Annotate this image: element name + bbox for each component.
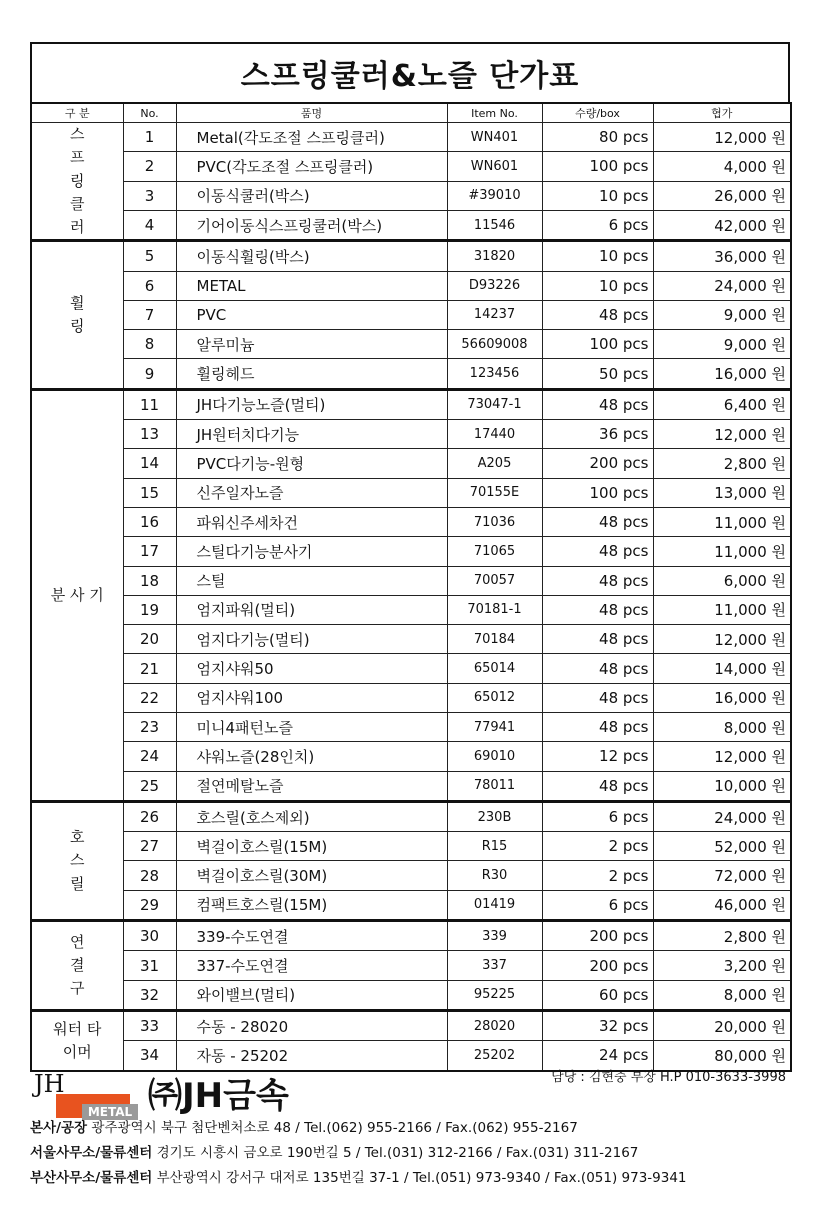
cell-price: 2,800 원 [653,449,791,478]
table-row [31,861,791,890]
cell-price: 12,000 원 [653,742,791,771]
cell-item: 339 [447,921,542,951]
cell-no: 5 [123,241,176,271]
category-label: 호스릴 [70,828,85,893]
cell-item: 65012 [447,683,542,712]
cell-qty: 48 pcs [542,507,653,536]
cell-item: 77941 [447,713,542,742]
cell-item: 25202 [447,1041,542,1071]
cell-name: 파워신주세차건 [176,507,447,536]
cell-item: WN401 [447,123,542,152]
cell-name: 수동 - 28020 [176,1010,447,1040]
cell-item: 230B [447,801,542,831]
cell-price: 9,000 원 [653,300,791,329]
category-label: 연결구 [70,932,85,998]
table-row [31,921,791,951]
cell-item: 70184 [447,625,542,654]
category-cell [31,241,123,389]
cell-qty: 48 pcs [542,654,653,683]
cell-no: 31 [123,951,176,980]
cell-price: 80,000 원 [653,1041,791,1071]
cell-item: 71065 [447,537,542,566]
cell-qty: 60 pcs [542,980,653,1010]
cell-qty: 48 pcs [542,625,653,654]
cell-qty: 100 pcs [542,478,653,507]
cell-price: 12,000 원 [653,123,791,152]
table-row [31,951,791,980]
cell-price: 72,000 원 [653,861,791,890]
cell-item: 65014 [447,654,542,683]
category-label: 워터 타이머 [53,1019,102,1061]
cell-name: 스틸 [176,566,447,595]
cell-price: 6,000 원 [653,566,791,595]
cell-item: 17440 [447,420,542,449]
category-label: 분 사 기 [50,585,104,604]
table-row [31,801,791,831]
cell-item: 78011 [447,771,542,801]
cell-name: PVC다기능-원형 [176,449,447,478]
header-category: 구 분 [31,103,123,123]
cell-qty: 10 pcs [542,271,653,300]
address-text: 광주광역시 북구 첨단벤처소로 48 / Tel.(062) 955-2166 / Fax.(062) 955-2167 [87,1120,578,1136]
cell-name: 미니4패턴노즐 [176,713,447,742]
cell-price: 8,000 원 [653,980,791,1010]
cell-price: 6,400 원 [653,389,791,419]
address-text: 부산광역시 강서구 대저로 135번길 37-1 / Tel.(051) 973-9340 / Fax.(051) 973-9341 [152,1170,687,1186]
cell-no: 25 [123,771,176,801]
table-row [31,123,791,152]
cell-qty: 36 pcs [542,420,653,449]
table-row [31,713,791,742]
cell-item: 70181-1 [447,595,542,624]
cell-no: 20 [123,625,176,654]
price-table [30,102,792,1072]
cell-name: 스틸다기능분사기 [176,537,447,566]
cell-qty: 48 pcs [542,389,653,419]
cell-no: 14 [123,449,176,478]
table-row [31,654,791,683]
cell-item: 28020 [447,1010,542,1040]
table-row [31,595,791,624]
table-row [31,478,791,507]
cell-item: 69010 [447,742,542,771]
cell-qty: 80 pcs [542,123,653,152]
cell-name: 이동식쿨러(박스) [176,181,447,210]
category-cell [31,123,123,241]
cell-item: 70057 [447,566,542,595]
cell-qty: 48 pcs [542,771,653,801]
cell-name: 샤워노즐(28인치) [176,742,447,771]
cell-price: 24,000 원 [653,271,791,300]
cell-name: 엄지샤워50 [176,654,447,683]
cell-qty: 2 pcs [542,832,653,861]
cell-no: 29 [123,890,176,920]
cell-item: 56609008 [447,330,542,359]
cell-qty: 100 pcs [542,152,653,181]
cell-qty: 200 pcs [542,921,653,951]
cell-qty: 6 pcs [542,210,653,240]
cell-item: 11546 [447,210,542,240]
cell-name: 벽걸이호스릴(30M) [176,861,447,890]
cell-name: METAL [176,271,447,300]
cell-qty: 48 pcs [542,595,653,624]
cell-price: 26,000 원 [653,181,791,210]
cell-name: 339-수도연결 [176,921,447,951]
cell-qty: 48 pcs [542,683,653,712]
cell-no: 27 [123,832,176,861]
cell-name: 337-수도연결 [176,951,447,980]
cell-no: 24 [123,742,176,771]
cell-name: 엄지파워(멀티) [176,595,447,624]
cell-name: 이동식휠링(박스) [176,241,447,271]
table-row [31,449,791,478]
address-line-hq [30,1116,810,1136]
cell-item: 70155E [447,478,542,507]
address-label: 본사/공장 [30,1120,88,1136]
header-name: 품명 [176,103,447,123]
cell-item: R30 [447,861,542,890]
cell-price: 42,000 원 [653,210,791,240]
cell-no: 17 [123,537,176,566]
cell-item: A205 [447,449,542,478]
cell-no: 19 [123,595,176,624]
cell-name: 절연메탈노즐 [176,771,447,801]
cell-item: 123456 [447,359,542,389]
cell-price: 10,000 원 [653,771,791,801]
cell-no: 21 [123,654,176,683]
cell-name: 와이밸브(멀티) [176,980,447,1010]
cell-item: WN601 [447,152,542,181]
address-line-seoul [30,1141,810,1161]
cell-qty: 48 pcs [542,713,653,742]
cell-price: 16,000 원 [653,683,791,712]
category-cell [31,921,123,1011]
cell-no: 34 [123,1041,176,1071]
cell-price: 24,000 원 [653,801,791,831]
table-row [31,832,791,861]
category-cell [31,389,123,801]
cell-no: 7 [123,300,176,329]
cell-name: JH다기능노즐(멀티) [176,389,447,419]
table-row [31,241,791,271]
address-text: 경기도 시흥시 금오로 190번길 5 / Tel.(031) 312-2166 / Fax.(031) 311-2167 [152,1145,639,1161]
category-label: 휠 링 [70,293,85,335]
table-row [31,742,791,771]
table-row [31,1010,791,1040]
price-sheet [30,42,790,1072]
cell-name: 휠링헤드 [176,359,447,389]
cell-qty: 10 pcs [542,181,653,210]
cell-qty: 48 pcs [542,300,653,329]
cell-price: 16,000 원 [653,359,791,389]
cell-no: 16 [123,507,176,536]
table-row [31,300,791,329]
company-logo [30,1070,140,1122]
cell-no: 4 [123,210,176,240]
table-row [31,210,791,240]
cell-no: 11 [123,389,176,419]
cell-no: 22 [123,683,176,712]
header-price: 협가 [653,103,791,123]
cell-no: 30 [123,921,176,951]
table-row [31,389,791,419]
cell-price: 52,000 원 [653,832,791,861]
cell-price: 46,000 원 [653,890,791,920]
cell-no: 8 [123,330,176,359]
cell-qty: 32 pcs [542,1010,653,1040]
table-row [31,537,791,566]
cell-no: 28 [123,861,176,890]
table-row [31,330,791,359]
cell-qty: 2 pcs [542,861,653,890]
table-row [31,771,791,801]
table-row [31,507,791,536]
cell-name: 자동 - 25202 [176,1041,447,1071]
cell-price: 14,000 원 [653,654,791,683]
cell-qty: 48 pcs [542,537,653,566]
cell-item: 95225 [447,980,542,1010]
cell-price: 3,200 원 [653,951,791,980]
cell-name: 엄지다기능(멀티) [176,625,447,654]
cell-item: 337 [447,951,542,980]
cell-no: 2 [123,152,176,181]
header-item: Item No. [447,103,542,123]
cell-price: 9,000 원 [653,330,791,359]
cell-no: 32 [123,980,176,1010]
cell-no: 6 [123,271,176,300]
table-row [31,980,791,1010]
cell-item: 31820 [447,241,542,271]
header-qty: 수량/box [542,103,653,123]
address-label: 부산사무소/물류센터 [30,1170,153,1186]
category-label: 스프링클러 [70,125,85,236]
cell-name: PVC(각도조절 스프링클러) [176,152,447,181]
cell-name: 컴팩트호스릴(15M) [176,890,447,920]
cell-price: 11,000 원 [653,595,791,624]
cell-name: 기어이동식스프링쿨러(박스) [176,210,447,240]
page-title: 스프링쿨러&노즐 단가표 [240,59,580,94]
cell-qty: 12 pcs [542,742,653,771]
category-cell [31,1010,123,1070]
cell-name: 신주일자노즐 [176,478,447,507]
table-row [31,625,791,654]
cell-no: 3 [123,181,176,210]
cell-item: #39010 [447,181,542,210]
cell-qty: 6 pcs [542,801,653,831]
table-row [31,359,791,389]
cell-item: 71036 [447,507,542,536]
table-body [31,123,791,1071]
cell-name: 알루미늄 [176,330,447,359]
category-cell [31,801,123,920]
cell-price: 36,000 원 [653,241,791,271]
title-box [30,42,790,102]
cell-no: 18 [123,566,176,595]
table-row [31,271,791,300]
cell-qty: 200 pcs [542,449,653,478]
logo-jh-text: JH [34,1070,65,1098]
cell-item: 01419 [447,890,542,920]
cell-price: 12,000 원 [653,420,791,449]
cell-price: 12,000 원 [653,625,791,654]
cell-price: 2,800 원 [653,921,791,951]
table-row [31,181,791,210]
cell-name: 호스릴(호스제외) [176,801,447,831]
cell-name: 벽걸이호스릴(15M) [176,832,447,861]
cell-item: R15 [447,832,542,861]
cell-qty: 6 pcs [542,890,653,920]
table-row [31,890,791,920]
cell-price: 11,000 원 [653,537,791,566]
cell-price: 13,000 원 [653,478,791,507]
logo-metal-text: METAL [82,1104,138,1120]
cell-no: 23 [123,713,176,742]
address-line-busan [30,1166,810,1186]
table-row [31,152,791,181]
cell-qty: 48 pcs [542,566,653,595]
cell-item: D93226 [447,271,542,300]
cell-qty: 50 pcs [542,359,653,389]
table-row [31,683,791,712]
cell-qty: 10 pcs [542,241,653,271]
header-no: No. [123,103,176,123]
cell-no: 26 [123,801,176,831]
header-row [31,103,791,123]
cell-qty: 100 pcs [542,330,653,359]
address-label: 서울사무소/물류센터 [30,1145,153,1161]
cell-price: 4,000 원 [653,152,791,181]
cell-no: 13 [123,420,176,449]
cell-no: 33 [123,1010,176,1040]
cell-no: 1 [123,123,176,152]
brand-name: ㈜JH금속 [148,1076,289,1116]
cell-name: Metal(각도조절 스프링클러) [176,123,447,152]
cell-item: 73047-1 [447,389,542,419]
contact-person: 담당 : 김현중 부장 H.P 010-3633-3998 [551,1070,786,1085]
cell-qty: 24 pcs [542,1041,653,1071]
table-row [31,420,791,449]
cell-name: JH원터치다기능 [176,420,447,449]
cell-item: 14237 [447,300,542,329]
cell-name: 엄지샤워100 [176,683,447,712]
cell-price: 11,000 원 [653,507,791,536]
cell-no: 15 [123,478,176,507]
cell-price: 20,000 원 [653,1010,791,1040]
cell-name: PVC [176,300,447,329]
cell-qty: 200 pcs [542,951,653,980]
cell-no: 9 [123,359,176,389]
table-row [31,566,791,595]
cell-price: 8,000 원 [653,713,791,742]
